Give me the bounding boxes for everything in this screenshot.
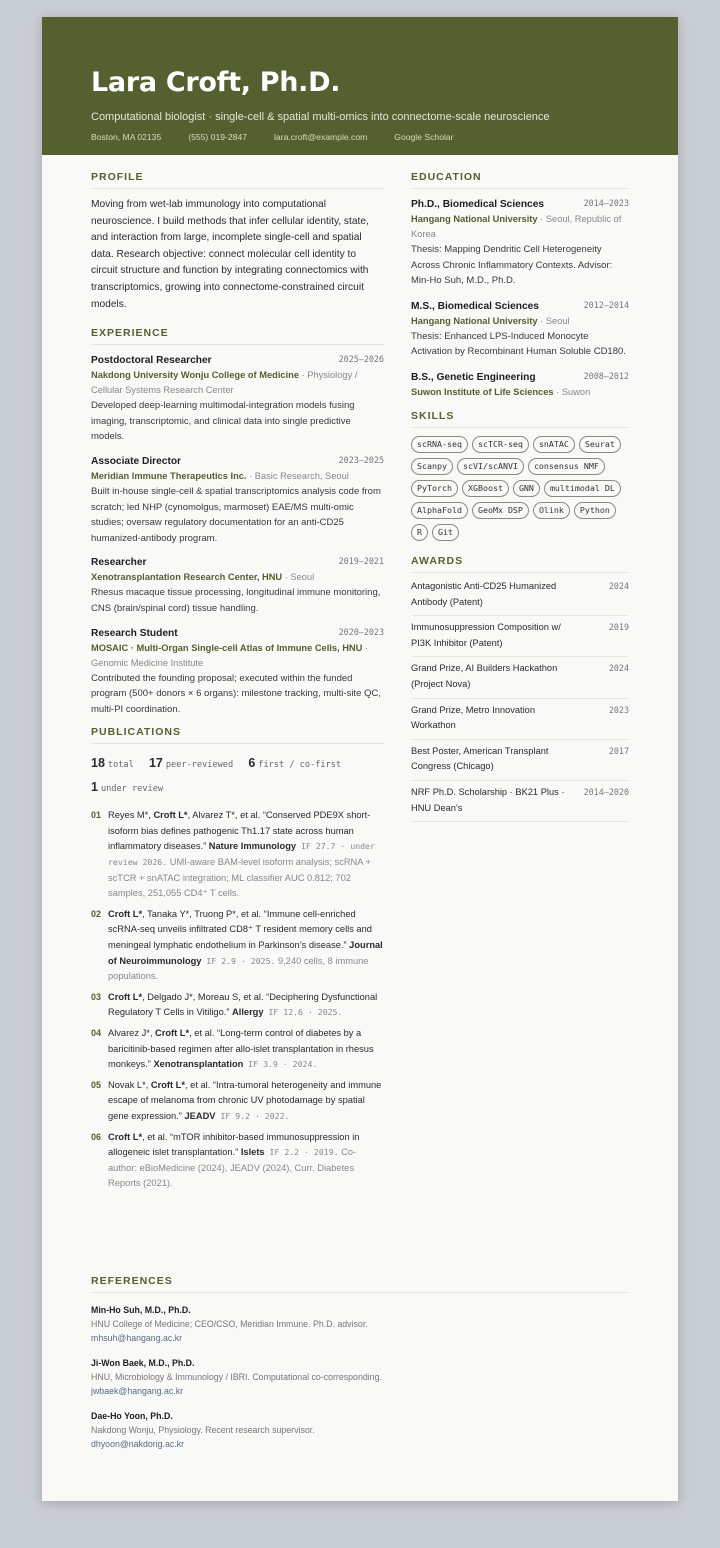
publication-self-author: Croft L* xyxy=(153,810,188,821)
education-location: Suwon xyxy=(561,386,591,397)
experience-role: Researcher xyxy=(91,557,147,569)
profile-text: Moving from wet-lab immunology into computational neuroscience. I build methods that infer cellular identity, state, and interaction from large, incomplete single-cell and spatial data. Research objective: connect molecular cell identity to circuit structure and function by integrating connectomics with transcriptomics, growing into connectome-constrained circuit models. xyxy=(91,199,369,310)
publication-number: 06 xyxy=(91,1131,102,1142)
skills-list xyxy=(411,436,629,541)
publication-number: 02 xyxy=(91,908,102,919)
experience-entry xyxy=(91,555,384,616)
stat-review-num: 1 xyxy=(91,780,98,795)
experience-description: Contributed the founding proposal; executed within the funded program (500+ donors × 6 organs): milestone tracking, multi-site QC, multi-PI coordination. xyxy=(91,672,381,715)
references-list xyxy=(91,1303,629,1451)
publication-journal: Islets xyxy=(240,1147,265,1158)
publication-authors-before: Alvarez J*, xyxy=(108,1028,156,1038)
experience-dates: 2020–2023 xyxy=(338,626,384,637)
stat-total-num: 18 xyxy=(91,756,105,771)
reference-affiliation: HNU, Microbiology & Immunology / IBRI. Computational co-corresponding. xyxy=(91,1372,382,1382)
experience-role: Associate Director xyxy=(91,455,182,467)
publication-item xyxy=(91,1026,384,1073)
award-title: NRF Ph.D. Scholarship · BK21 Plus · HNU Dean's xyxy=(411,786,565,813)
reference-email[interactable]: jwbaek@hangang.ac.kr xyxy=(91,1386,184,1396)
experience-org-line xyxy=(91,368,384,398)
experience-unit: Basic Research, Seoul xyxy=(254,470,349,481)
publication-stats xyxy=(91,752,384,800)
award-item xyxy=(411,657,629,698)
education-entry xyxy=(411,299,629,360)
reference-email[interactable]: dhyoon@nakdong.ac.kr xyxy=(91,1439,185,1449)
publication-number: 03 xyxy=(91,991,102,1002)
award-item xyxy=(411,616,629,657)
publication-title: , Tanaka Y*, Truong P*, et al. “Immune cell-enriched scRNA-seq unveils infiltrated CD8⁺ T resident memory cells and meningeal lymphatic endothelium in Parkinson’s disease.” xyxy=(108,908,372,951)
skill-chip: Python xyxy=(574,502,616,519)
education-description: Thesis: Mapping Dendritic Cell Heterogeneity Across Chronic Inflammatory Contexts. Advisor: Min-Ho Suh, M.D., Ph.D. xyxy=(411,244,613,287)
education-degree: Ph.D., Biomedical Sciences xyxy=(411,199,545,210)
experience-org-line xyxy=(91,570,384,585)
reference-entry xyxy=(91,1409,629,1451)
publication-item xyxy=(91,808,384,902)
skill-chip: scRNA-seq xyxy=(411,436,468,453)
experience-description: Developed deep-learning multimodal-integration models fusing imaging, transcriptomic, and clinical data into single predictive models. xyxy=(91,400,355,443)
publication-meta: IF 12.6 · 2025. xyxy=(263,1007,343,1018)
skill-chip: Seurat xyxy=(579,436,621,453)
education-location: Seoul, Republic of Korea xyxy=(411,214,622,239)
education-degree: M.S., Biomedical Sciences xyxy=(411,300,539,312)
award-year: 2014–2020 xyxy=(583,786,629,797)
tagline: Computational biologist · single-cell & spatial multi-omics into connectome-scale neuroscience xyxy=(91,111,550,123)
publication-title: , et al. “Long-term control of diabetes by a baricitinib-based regimen after allo-islet transplantation in rhesus monkeys.” xyxy=(108,1028,374,1070)
separator: · xyxy=(299,370,308,381)
award-title: Antagonistic Anti-CD25 Humanized Antibody (Patent) xyxy=(411,580,557,607)
publication-citation xyxy=(108,1026,384,1073)
separator: · xyxy=(553,386,562,397)
skill-chip: Git xyxy=(432,524,459,541)
experience-description: Built in-house single-cell & spatial transcriptomics analysis code from scratch; led NHP (cynomolgus, marmoset) EAE/MS multi-omic studies; oversaw regulatory documentation for an anti-CD25 humanized-antibody program. xyxy=(91,485,381,544)
publication-citation xyxy=(108,1130,384,1192)
skill-chip: XGBoost xyxy=(462,480,509,497)
stat-first-label: first / co-first xyxy=(258,760,342,771)
publication-authors-before: Reyes M*, xyxy=(108,810,154,821)
publication-item xyxy=(91,1130,384,1192)
publication-number: 05 xyxy=(91,1079,102,1090)
resume-header xyxy=(42,17,678,155)
publication-title: , et al. “mTOR inhibitor-based immunosuppression in allogeneic islet transplantation.” xyxy=(108,1131,360,1158)
reference-affiliation: Nakdong Wonju, Physiology. Recent research supervisor. xyxy=(91,1425,315,1435)
education-degree: B.S., Genetic Engineering xyxy=(411,371,536,383)
education-entry xyxy=(411,197,629,289)
experience-org-line xyxy=(91,641,384,671)
experience-org: Xenotransplantation Research Center, HNU xyxy=(91,572,283,583)
publication-note: Co-author: eBioMedicine (2024), JEADV (2024), Curr. Diabetes Reports (2021). xyxy=(108,1147,357,1189)
award-title: Immunosuppression Composition w/ PI3K Inhibitor (Patent) xyxy=(411,622,561,648)
publication-authors-before: Novak L*, xyxy=(108,1079,151,1090)
stat-total-label: total xyxy=(107,760,134,771)
section-title-profile: PROFILE xyxy=(91,171,384,189)
education-school-line xyxy=(411,212,629,242)
publication-list xyxy=(91,808,384,1192)
skill-chip: scTCR-seq xyxy=(472,436,529,453)
contact-phone[interactable]: (555) 019-2847 xyxy=(188,132,248,142)
publication-journal: Allergy xyxy=(232,1007,264,1018)
publication-note: UMI-aware BAM-level isoform analysis; scRNA + scTCR + snATAC integration; ML classifier AUC 0.812; 702 samples, 251,055 CD4⁺ T cells. xyxy=(108,857,371,899)
education-school-line xyxy=(411,385,629,400)
publication-title: , Delgado J*, Moreau S, et al. “Deciphering Dysfunctional Regulatory T Cells in Vitiligo.” xyxy=(108,991,378,1018)
section-title-publications: PUBLICATIONS xyxy=(91,726,384,744)
publication-meta: IF 9.2 · 2022. xyxy=(215,1110,290,1121)
publication-title: , Alvarez T*, et al. “Conserved PDE9X short-isoform bias defines pathogenic Th1.17 state across human inflammatory diseases.” xyxy=(108,810,371,852)
experience-entry xyxy=(91,626,384,718)
reference-affiliation: HNU College of Medicine; CEO/CSO, Meridian Immune. Ph.D. advisor. xyxy=(91,1319,368,1329)
separator: · xyxy=(246,470,255,481)
experience-org: MOSAIC · Multi-Organ Single-cell Atlas of Immune Cells, HNU xyxy=(91,642,363,653)
experience-role: Research Student xyxy=(91,627,178,639)
education-dates: 2012–2014 xyxy=(583,299,629,310)
experience-entry xyxy=(91,353,384,445)
experience-role: Postdoctoral Researcher xyxy=(91,355,212,367)
separator: · xyxy=(537,214,546,224)
award-year: 2024 xyxy=(608,580,629,591)
reference-entry xyxy=(91,1356,629,1398)
resume-page xyxy=(42,17,678,1501)
publication-number: 04 xyxy=(91,1028,102,1038)
awards-list xyxy=(411,575,629,822)
award-item xyxy=(411,740,629,781)
separator: · xyxy=(362,642,369,653)
publication-number: 01 xyxy=(91,810,102,821)
publication-item xyxy=(91,1078,384,1125)
publication-title: , et al. “Intra-tumoral heterogeneity and immune escape of melanoma from chronic UV photodamage by spatial gene expression.” xyxy=(108,1079,382,1121)
publication-item xyxy=(91,990,384,1021)
education-school: Hangang National University xyxy=(411,214,538,224)
separator: · xyxy=(282,572,291,583)
experience-dates: 2019–2021 xyxy=(338,556,384,567)
skill-chip: GeoMx DSP xyxy=(472,502,529,519)
contact-email[interactable]: lara.croft@example.com xyxy=(274,132,368,142)
contact-location: Boston, MA 02135 xyxy=(91,132,162,142)
skill-chip: snATAC xyxy=(533,436,575,453)
award-item xyxy=(411,781,629,822)
publication-note: 9,240 cells, 8 immune populations. xyxy=(108,955,369,982)
skill-chip: scVI/scANVI xyxy=(457,458,524,475)
stat-peer-num: 17 xyxy=(148,756,163,771)
publication-self-author: Croft L* xyxy=(150,1079,185,1090)
award-year: 2024 xyxy=(608,663,629,674)
education-list xyxy=(411,197,629,400)
experience-org: Meridian Immune Therapeutics Inc. xyxy=(91,470,247,481)
education-location: Seoul xyxy=(545,315,570,326)
experience-list xyxy=(91,353,384,717)
award-title: Grand Prize, Metro Innovation Workathon xyxy=(411,704,536,731)
skill-chip: Olink xyxy=(533,502,570,519)
stat-review-label: under review xyxy=(100,784,164,795)
publication-meta: IF 2.2 · 2019. xyxy=(264,1147,339,1158)
section-title-references: REFERENCES xyxy=(91,1275,629,1293)
experience-dates: 2023–2025 xyxy=(338,454,384,465)
skill-chip: PyTorch xyxy=(411,480,458,497)
stat-peer-label: peer-reviewed xyxy=(165,760,234,771)
skill-chip: Scanpy xyxy=(411,458,453,475)
section-title-experience: EXPERIENCE xyxy=(91,327,384,345)
education-description: Thesis: Enhanced LPS-Induced Monocyte Activation by Recombinant Human Soluble CD180. xyxy=(411,330,626,358)
publication-self-author: Croft L* xyxy=(155,1028,190,1038)
education-school: Suwon Institute of Life Sciences xyxy=(411,386,554,397)
reference-entry xyxy=(91,1303,629,1345)
award-item xyxy=(411,699,629,740)
stat-first-num: 6 xyxy=(248,756,256,771)
skill-chip: GNN xyxy=(513,480,540,497)
reference-name: Dae-Ho Yoon, Ph.D. xyxy=(91,1411,173,1421)
candidate-name: Lara Croft, Ph.D. xyxy=(91,67,341,98)
experience-unit: Genomic Medicine Institute xyxy=(91,657,204,668)
experience-unit: Physiology / Cellular Systems Research Center xyxy=(91,370,358,396)
references-section xyxy=(91,1275,629,1462)
publication-journal: Xenotransplantation xyxy=(153,1059,244,1070)
publication-self-author: Croft L* xyxy=(108,1131,143,1142)
reference-name: Ji-Won Baek, M.D., Ph.D. xyxy=(91,1358,195,1368)
publication-item xyxy=(91,907,384,985)
experience-unit: Seoul xyxy=(290,572,315,583)
publication-meta: IF 27.7 · under review 2026. xyxy=(108,841,375,868)
experience-org-line xyxy=(91,469,384,484)
publication-self-author: Croft L* xyxy=(108,991,143,1002)
education-school-line xyxy=(411,314,629,329)
publication-citation xyxy=(108,1078,384,1125)
experience-description: Rhesus macaque tissue processing, longitudinal immune monitoring, CNS (brain/spinal cord) tissue handling. xyxy=(91,587,381,614)
education-entry xyxy=(411,370,629,400)
publication-meta: IF 3.9 · 2024. xyxy=(243,1059,318,1070)
section-title-awards: AWARDS xyxy=(411,555,629,573)
reference-name: Min-Ho Suh, M.D., Ph.D. xyxy=(91,1305,191,1315)
publication-citation xyxy=(108,808,384,902)
section-title-education: EDUCATION xyxy=(411,171,629,189)
contact-scholar-link[interactable]: Google Scholar xyxy=(394,132,454,142)
award-title: Grand Prize, AI Builders Hackathon (Project Nova) xyxy=(411,663,558,689)
right-column xyxy=(411,171,629,822)
award-year: 2017 xyxy=(608,745,629,756)
section-title-skills: SKILLS xyxy=(411,410,629,428)
skill-chip: consensus NMF xyxy=(528,458,605,475)
experience-org: Nakdong University Wonju College of Medicine xyxy=(91,370,299,381)
separator: · xyxy=(537,315,546,326)
publication-journal: Journal of Neuroimmunology xyxy=(108,940,383,966)
award-year: 2019 xyxy=(608,622,629,633)
contact-row xyxy=(91,132,629,142)
publication-journal: Nature Immunology xyxy=(208,841,297,852)
skill-chip: R xyxy=(411,524,428,541)
experience-dates: 2025–2026 xyxy=(338,354,384,365)
education-dates: 2014–2023 xyxy=(583,198,629,208)
publication-meta: IF 2.9 · 2025. xyxy=(201,955,276,966)
left-column xyxy=(91,171,384,1197)
education-dates: 2008–2012 xyxy=(583,370,629,381)
publication-journal: JEADV xyxy=(184,1110,216,1121)
experience-entry xyxy=(91,454,384,546)
skill-chip: AlphaFold xyxy=(411,502,468,519)
publication-citation xyxy=(108,907,384,985)
publication-self-author: Croft L* xyxy=(108,908,143,919)
skill-chip: multimodal DL xyxy=(544,480,621,497)
education-school: Hangang National University xyxy=(411,315,538,326)
publication-citation xyxy=(108,990,384,1021)
award-year: 2023 xyxy=(608,704,629,715)
award-item xyxy=(411,575,629,616)
award-title: Best Poster, American Transplant Congress (Chicago) xyxy=(411,745,549,772)
reference-email[interactable]: mhsuh@hangang.ac.kr xyxy=(91,1333,183,1343)
